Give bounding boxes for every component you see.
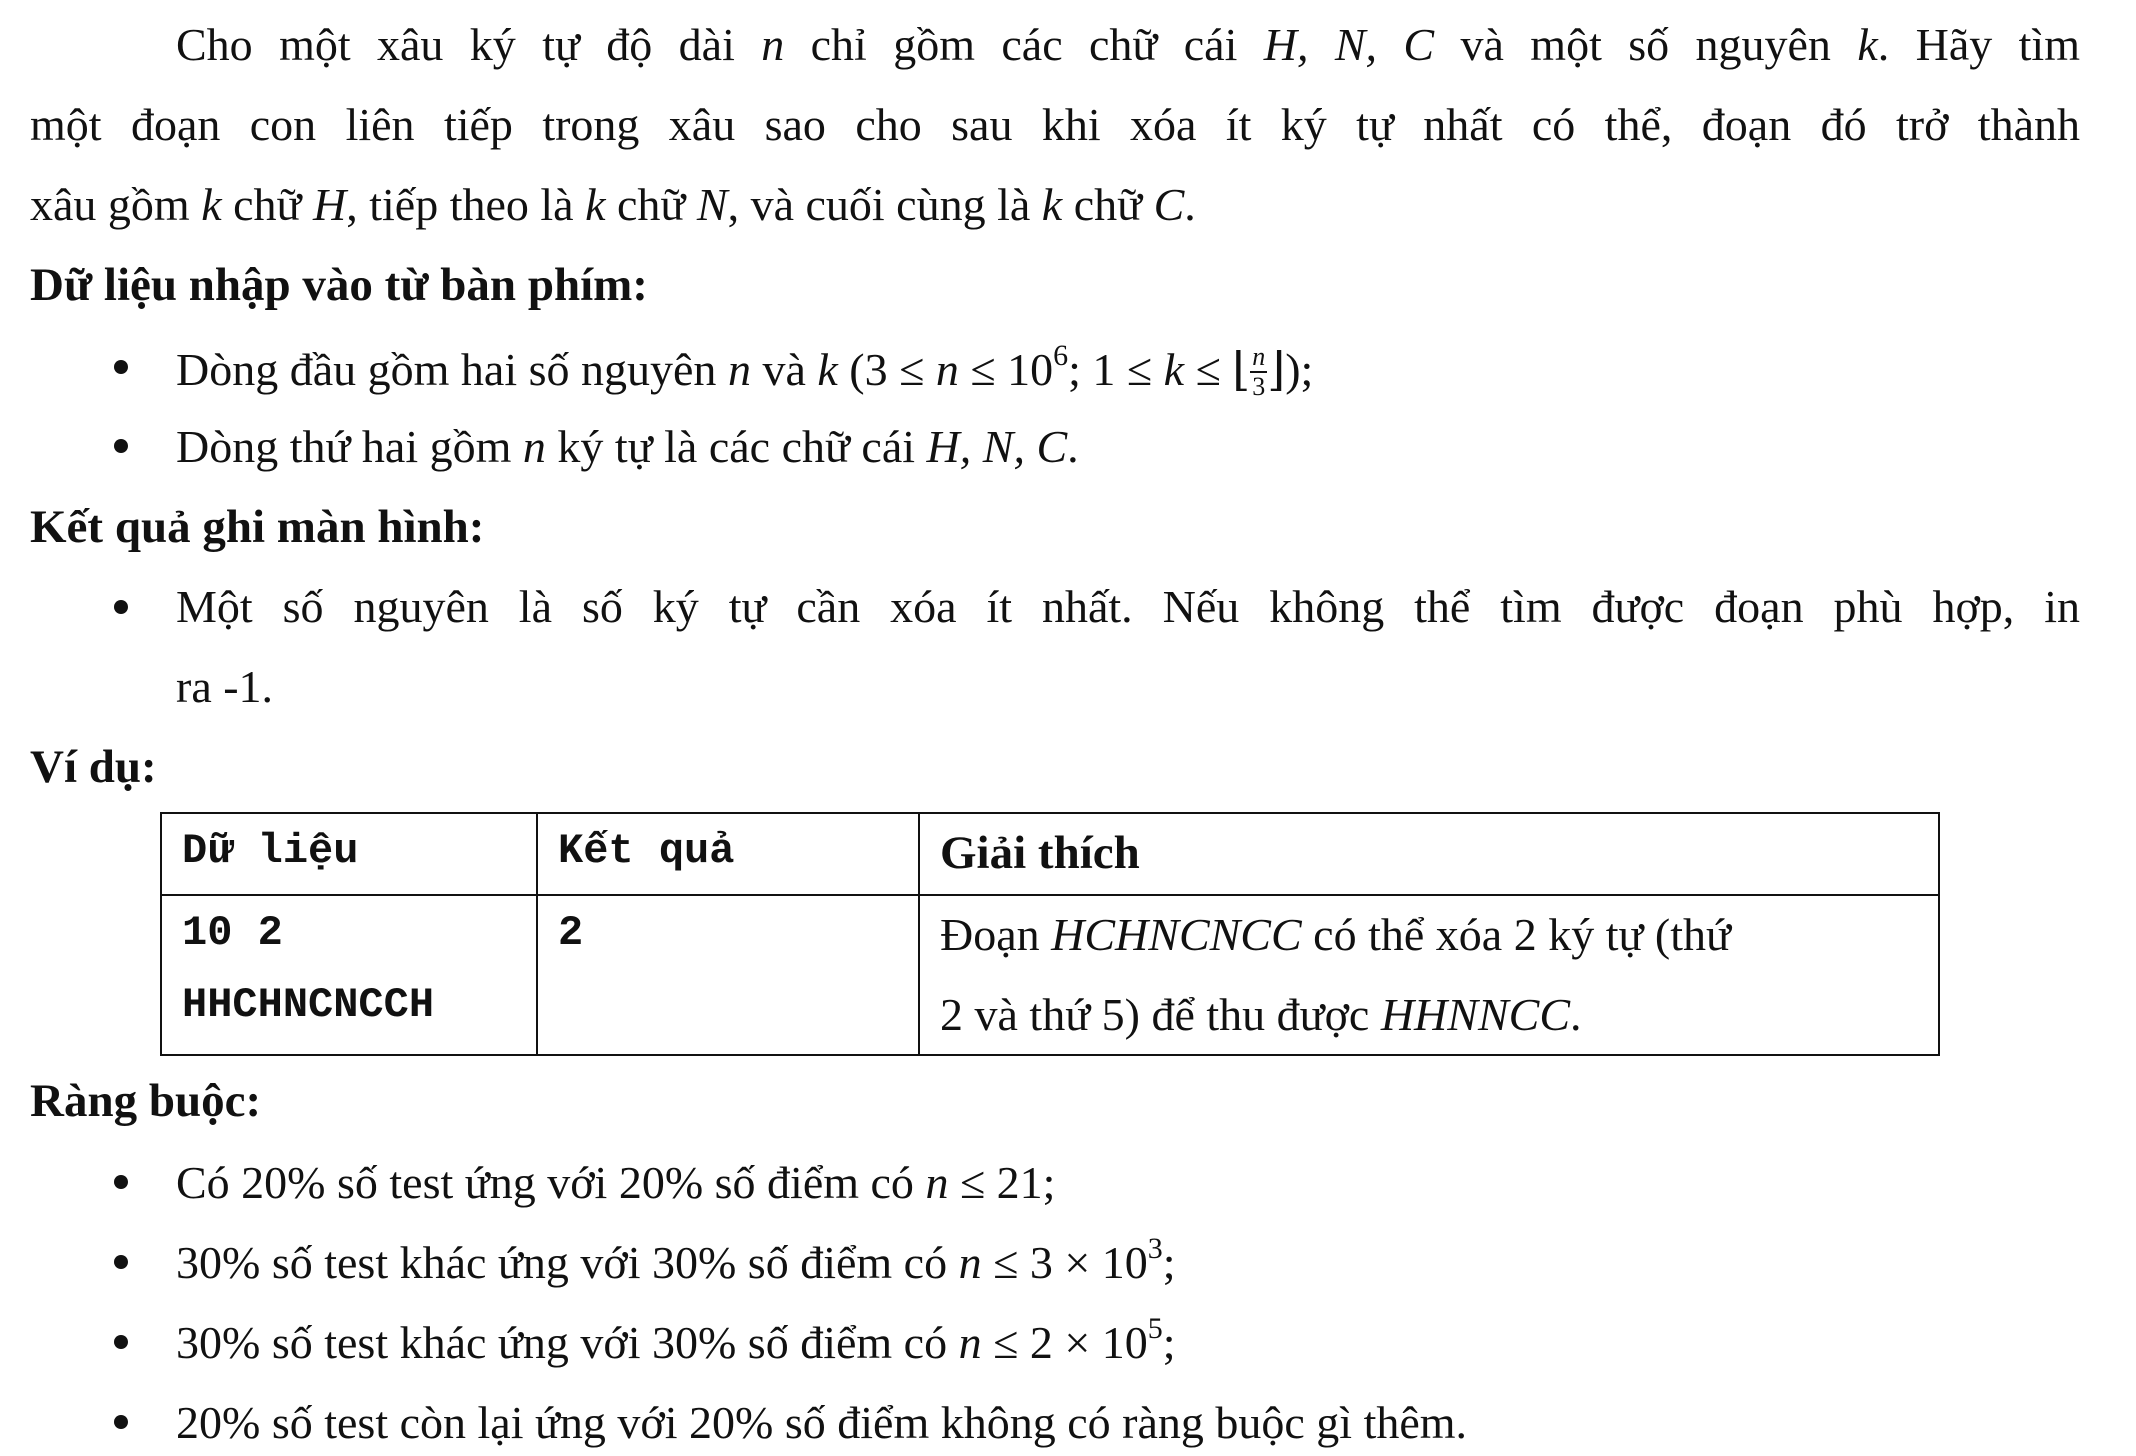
constraint-text: Có 20% số test ứng với 20% số điểm có — [176, 1157, 926, 1208]
constraints-heading: Ràng buộc: — [30, 1075, 262, 1127]
intro-text: . — [1184, 179, 1196, 230]
explanation-line-2 — [940, 989, 1582, 1040]
bullet-icon — [114, 1255, 128, 1269]
math-text: ≤ 3 × 10 — [981, 1237, 1148, 1288]
math-text: ; 1 ≤ — [1068, 344, 1164, 395]
example-heading: Ví dụ: — [30, 741, 157, 793]
input-line-1: 10 2 — [182, 909, 283, 957]
letters-hnc: H, N, C — [926, 421, 1068, 472]
math-text: ≤ 2 × 10 — [981, 1317, 1148, 1368]
header-cell-explanation — [919, 813, 1939, 895]
exponent: 3 — [1147, 1232, 1163, 1265]
constraint-item-2 — [176, 1232, 1176, 1288]
math-text: ⌋); — [1267, 344, 1314, 395]
bullet-text: ký tự là các chữ cái — [545, 421, 927, 472]
bullet-text: . — [1067, 421, 1079, 472]
input-bullet-1 — [176, 339, 1314, 401]
var-k: k — [1857, 19, 1878, 70]
exponent: 5 — [1147, 1312, 1163, 1345]
var-k: k — [1041, 179, 1063, 230]
bullet-text: Dòng đầu gồm hai số nguyên — [176, 344, 728, 395]
math-text: (3 ≤ — [837, 344, 936, 395]
segment-string: HCHNCNCC — [1051, 909, 1302, 960]
fraction-denominator: 3 — [1252, 372, 1266, 401]
input-line-2: HHCHNCNCCH — [182, 981, 435, 1029]
constraint-text: 30% số test khác ứng với 30% số điểm có — [176, 1237, 959, 1288]
table-header-row — [161, 813, 1939, 895]
intro-text: , và cuối cùng là — [727, 179, 1042, 230]
bullet-text: và — [750, 344, 818, 395]
constraint-item-1 — [176, 1157, 1056, 1208]
var-n: n — [727, 344, 751, 395]
target-string: HHNNCC — [1380, 989, 1570, 1040]
math-text: ≤ 21; — [948, 1157, 1056, 1208]
constraint-item-3 — [176, 1312, 1176, 1368]
intro-line-3 — [30, 179, 1196, 230]
input-bullet-2 — [176, 421, 1079, 472]
table-row — [161, 895, 1939, 1055]
constraint-text: 20% số test còn lại ứng với 20% số điểm không có ràng buộc gì thêm. — [176, 1397, 1468, 1448]
explanation-cell — [919, 895, 1939, 1055]
constraint-text: 30% số test khác ứng với 30% số điểm có — [176, 1317, 959, 1368]
intro-text: , tiếp theo là — [346, 179, 586, 230]
output-heading: Kết quả ghi màn hình: — [30, 501, 485, 553]
var-n: n — [761, 19, 785, 70]
var-n: n — [958, 1237, 982, 1288]
intro-text: xâu gồm — [30, 179, 202, 230]
intro-text: . Hãy tìm — [1877, 19, 2080, 70]
var-k: k — [585, 179, 606, 230]
explanation-text: có thể xóa 2 ký tự (thứ — [1301, 909, 1731, 960]
intro-text: chữ — [605, 179, 697, 230]
var-n: n — [522, 421, 546, 472]
var-k: k — [817, 344, 838, 395]
var-k: k — [1163, 344, 1185, 395]
result-cell — [537, 895, 919, 1055]
constraint-item-4 — [176, 1397, 1468, 1448]
var-k: k — [201, 179, 222, 230]
var-n: n — [935, 344, 959, 395]
header-result-label: Kết quả — [558, 827, 735, 875]
input-cell — [161, 895, 537, 1055]
explanation-text: 2 và thứ 5) để thu được — [940, 989, 1381, 1040]
intro-line-1 — [176, 19, 2080, 70]
intro-text: chữ — [1062, 179, 1154, 230]
letter-c: C — [1153, 179, 1185, 230]
letters-hnc: H, N, C — [1263, 19, 1435, 70]
input-heading: Dữ liệu nhập vào từ bàn phím: — [30, 259, 648, 311]
var-n: n — [958, 1317, 982, 1368]
header-cell-result — [537, 813, 919, 895]
intro-text: và một số nguyên — [1434, 19, 1858, 70]
header-cell-input — [161, 813, 537, 895]
explanation-text: Đoạn — [940, 909, 1052, 960]
intro-line-2: một đoạn con liên tiếp trong xâu sao cho sau khi xóa ít ký tự nhất có thể, đoạn đó trở thành — [30, 99, 2080, 150]
example-table — [160, 812, 1940, 1056]
intro-text: chỉ gồm các chữ cái — [784, 19, 1264, 70]
fraction-numerator: n — [1252, 342, 1266, 371]
math-text: ; — [1162, 1317, 1176, 1368]
bullet-icon — [114, 1415, 128, 1429]
intro-text: chữ — [221, 179, 313, 230]
output-bullet-line-2: ra -1. — [176, 661, 274, 712]
intro-text: Cho một xâu ký tự độ dài — [176, 19, 762, 70]
header-input-label: Dữ liệu — [182, 827, 359, 875]
fraction-n-over-3 — [1250, 344, 1267, 400]
letter-h: H — [312, 179, 347, 230]
explanation-text: . — [1570, 989, 1582, 1040]
header-explanation-label: Giải thích — [940, 827, 1140, 879]
math-text: ≤ ⌊ — [1184, 344, 1251, 395]
bullet-text: Dòng thứ hai gồm — [176, 421, 523, 472]
explanation-line-1 — [940, 909, 1731, 960]
bullet-icon — [114, 1335, 128, 1349]
bullet-icon — [114, 600, 128, 614]
bullet-icon — [114, 1175, 128, 1189]
result-value: 2 — [558, 909, 584, 957]
bullet-icon — [114, 360, 128, 374]
letter-n: N — [696, 179, 728, 230]
exponent: 6 — [1053, 339, 1069, 372]
bullet-icon — [114, 439, 128, 453]
math-text: ; — [1162, 1237, 1176, 1288]
math-text: ≤ 10 — [958, 344, 1054, 395]
output-bullet-line-1: Một số nguyên là số ký tự cần xóa ít nhất. Nếu không thể tìm được đoạn phù hợp, in — [176, 581, 2080, 632]
var-n: n — [925, 1157, 949, 1208]
